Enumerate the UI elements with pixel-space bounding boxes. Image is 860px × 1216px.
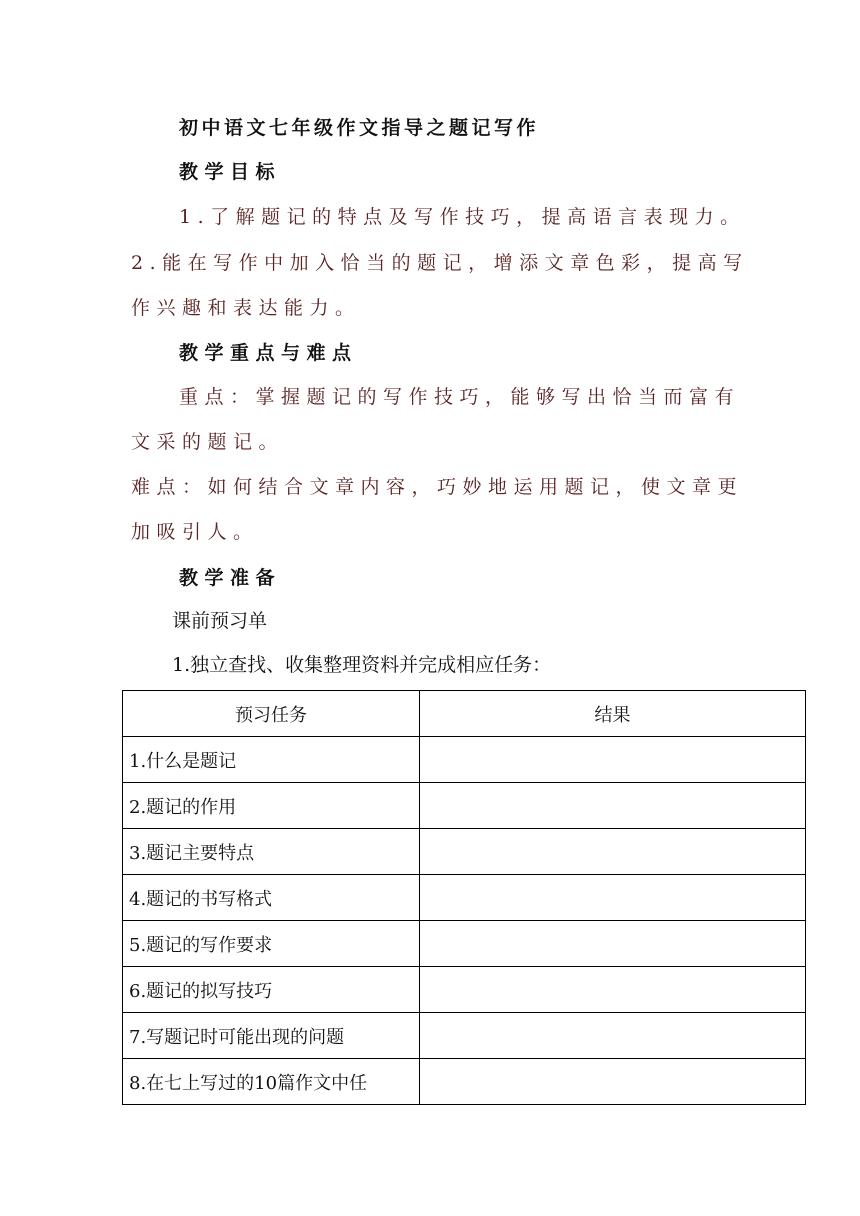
- goals-heading: 教学目标: [179, 161, 282, 183]
- prep-heading: 教学准备: [179, 567, 282, 589]
- task-cell: 5.题记的写作要求: [123, 921, 420, 967]
- table-row: [123, 1013, 806, 1059]
- task-cell: 8.在七上写过的10篇作文中任: [123, 1059, 420, 1105]
- key-point-continued: 文采的题记。: [131, 431, 285, 453]
- task-cell: 2.题记的作用: [123, 783, 420, 829]
- header-result: 结果: [420, 691, 806, 737]
- result-cell[interactable]: [420, 829, 806, 875]
- table-row: [123, 875, 806, 921]
- key-point: 重点：掌握题记的写作技巧，能够写出恰当而富有: [179, 386, 741, 408]
- result-cell[interactable]: [420, 967, 806, 1013]
- difficulty-point-continued: 加吸引人。: [131, 521, 259, 543]
- table-row: [123, 737, 806, 783]
- result-cell[interactable]: [420, 1059, 806, 1105]
- task-cell: 7.写题记时可能出现的问题: [123, 1013, 420, 1059]
- result-cell[interactable]: [420, 783, 806, 829]
- result-cell[interactable]: [420, 875, 806, 921]
- goal-2-continued: 作兴趣和表达能力。: [131, 297, 361, 319]
- table-row: [123, 829, 806, 875]
- result-cell[interactable]: [420, 737, 806, 783]
- goal-1: 1.了解题记的特点及写作技巧，提高语言表现力。: [179, 206, 746, 228]
- difficulty-point: 难点：如何结合文章内容，巧妙地运用题记，使文章更: [131, 476, 744, 498]
- task-cell: 1.什么是题记: [123, 737, 420, 783]
- task-cell: 4.题记的书写格式: [123, 875, 420, 921]
- table-row: [123, 783, 806, 829]
- preview-task-table: [122, 690, 806, 1105]
- result-cell[interactable]: [420, 921, 806, 967]
- key-difficulty-heading: 教学重点与难点: [179, 342, 358, 364]
- goal-2: 2.能在写作中加入恰当的题记，增添文章色彩，提高写: [131, 252, 749, 274]
- document-title: 初中语文七年级作文指导之题记写作: [179, 117, 540, 139]
- header-task: 预习任务: [123, 691, 420, 737]
- prep-sheet-label: 课前预习单: [172, 610, 268, 632]
- result-cell[interactable]: [420, 1013, 806, 1059]
- task-cell: 6.题记的拟写技巧: [123, 967, 420, 1013]
- table-row: [123, 921, 806, 967]
- task-cell: 3.题记主要特点: [123, 829, 420, 875]
- table-header-row: [123, 691, 806, 737]
- table-row: [123, 967, 806, 1013]
- table-row: [123, 1059, 806, 1105]
- prep-instruction: 1.独立查找、收集整理资料并完成相应任务：: [172, 654, 552, 676]
